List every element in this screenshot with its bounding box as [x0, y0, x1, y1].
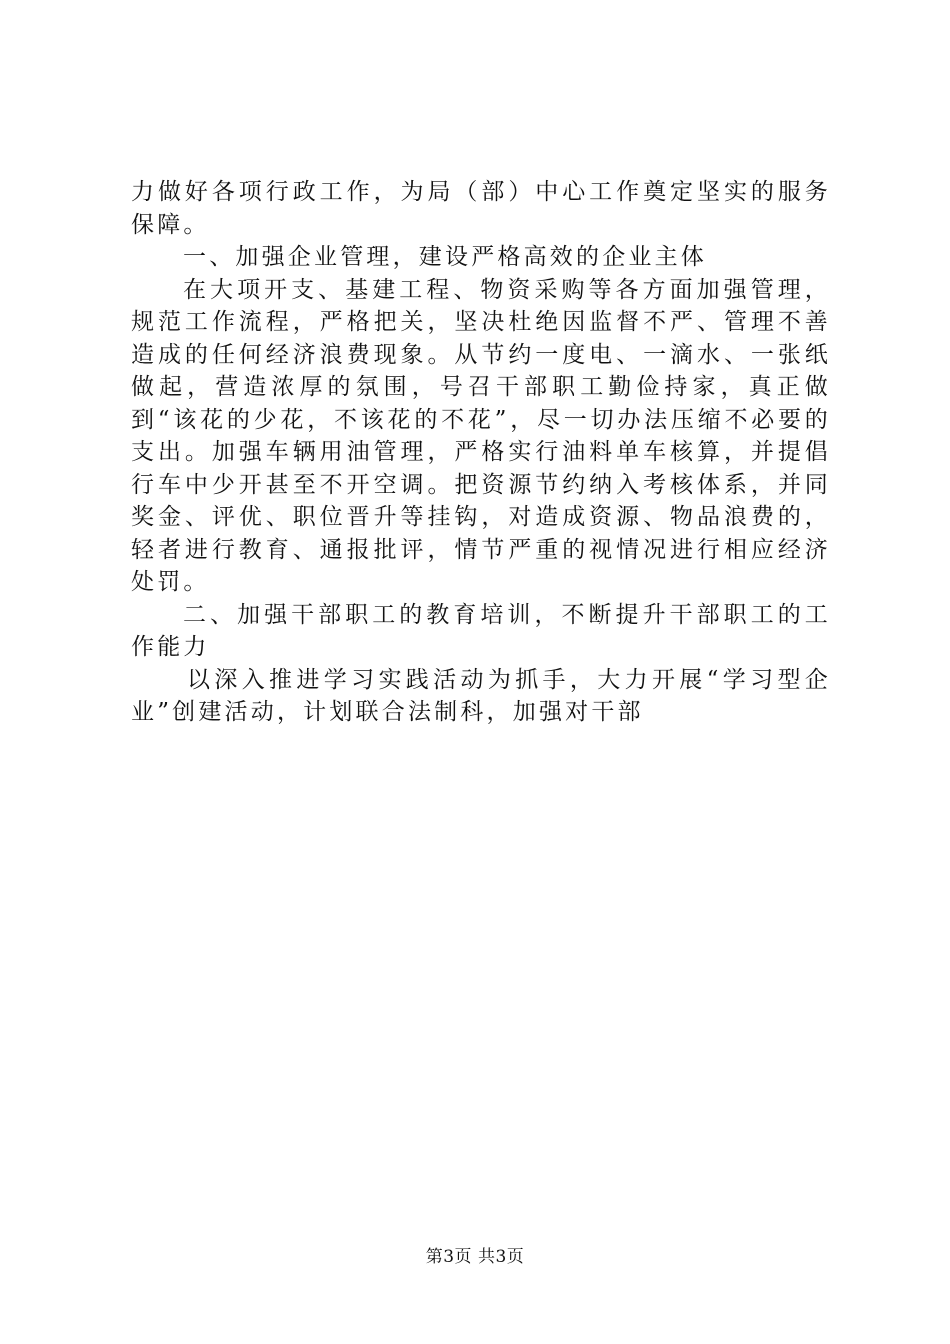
document-body	[131, 176, 831, 729]
page-footer: 第3页 共3页	[425, 1247, 525, 1267]
paragraph-continuation: 力做好各项行政工作，为局（部）中心工作奠定坚实的服务保障。	[131, 179, 831, 238]
heading-section-2: 二、加强干部职工的教育培训，不断提升干部职工的工作能力	[131, 601, 831, 660]
heading-section-1: 一、加强企业管理，建设严格高效的企业主体	[183, 244, 707, 270]
paragraph-section-1-body: 在大项开支、基建工程、物资采购等各方面加强管理，规范工作流程，严格把关，坚决杜绝因监督不严、管理不善造成的任何经济浪费现象。从节约一度电、一滴水、一张纸做起，营造浓厚的氛围，号召干部职工勤俭持家，真正做到“该花的少花，不该花的不花”，尽一切办法压缩不必要的支出。加强车辆用油管理，严格实行油料单车核算，并提倡行车中少开甚至不开空调。把资源节约纳入考核体系，并同奖金、评优、职位晋升等挂钩，对造成资源、物品浪费的，轻者进行教育、通报批评，情节严重的视情况进行相应经济处罚。	[131, 276, 831, 595]
paragraph-section-2-body: 以深入推进学习实践活动为抓手，大力开展“学习型企业”创建活动，计划联合法制科，加强对干部	[131, 666, 831, 725]
